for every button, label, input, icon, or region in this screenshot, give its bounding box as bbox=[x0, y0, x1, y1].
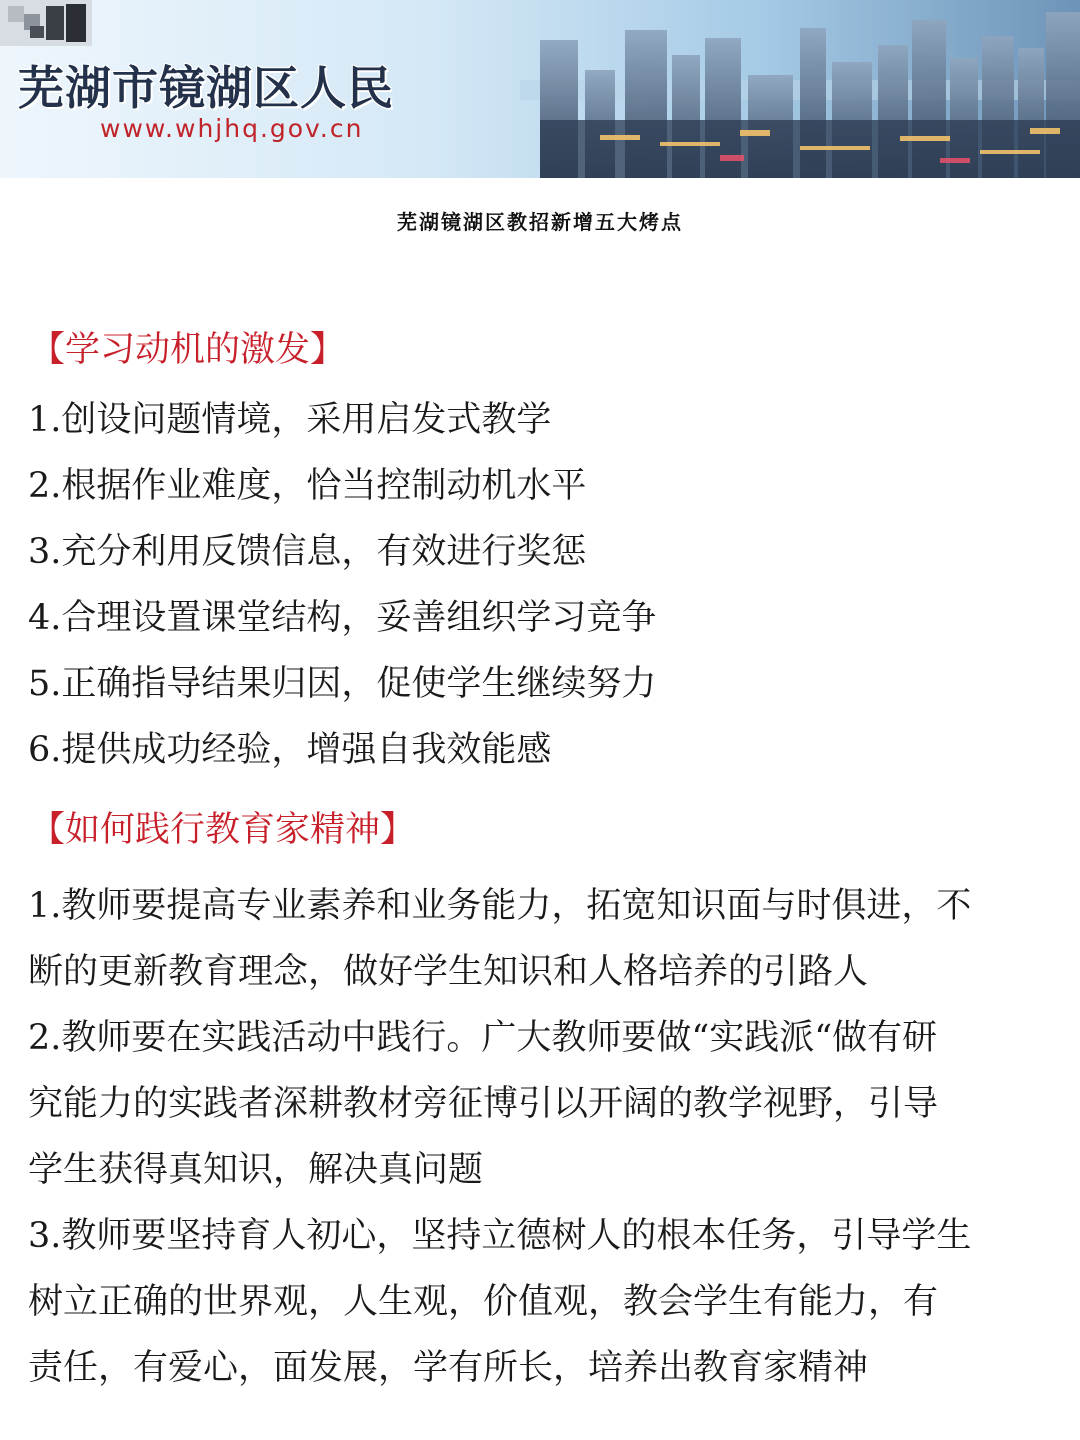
page-title: 芜湖镜湖区教招新增五大烤点 bbox=[397, 210, 683, 234]
list-item: 1.创设问题情境，采用启发式教学 bbox=[28, 400, 552, 440]
header-banner bbox=[0, 0, 1080, 178]
paragraph-line: 责任，有爱心，面发展，学有所长，培养出教育家精神 bbox=[28, 1348, 869, 1388]
paragraph-line: 究能力的实践者深耕教材旁征博引以开阔的教学视野，引导 bbox=[28, 1084, 939, 1124]
site-url: www.whjhq.gov.cn bbox=[100, 114, 364, 143]
list-item: 2.根据作业难度，恰当控制动机水平 bbox=[28, 466, 587, 506]
list-item: 3.充分利用反馈信息，有效进行奖惩 bbox=[28, 532, 587, 572]
list-item: 4.合理设置课堂结构，妥善组织学习竞争 bbox=[28, 598, 657, 638]
section-heading-educator-spirit: 【如何践行教育家精神】 bbox=[30, 810, 416, 850]
paragraph-line: 树立正确的世界观，人生观，价值观，教会学生有能力，有 bbox=[28, 1282, 939, 1322]
paragraph-line: 3.教师要坚持育人初心，坚持立德树人的根本任务，引导学生 bbox=[28, 1216, 972, 1256]
site-name: 芜湖市镜湖区人民 bbox=[18, 61, 394, 115]
section-heading-motivation: 【学习动机的激发】 bbox=[30, 330, 346, 370]
paragraph-line: 2.教师要在实践活动中践行。广大教师要做“实践派“做有研 bbox=[28, 1018, 938, 1058]
list-item: 5.正确指导结果归因，促使学生继续努力 bbox=[28, 664, 657, 704]
paragraph-line: 1.教师要提高专业素养和业务能力，拓宽知识面与时俱进，不 bbox=[28, 886, 972, 926]
paragraph-line: 学生获得真知识，解决真问题 bbox=[28, 1150, 484, 1190]
list-item: 6.提供成功经验，增强自我效能感 bbox=[28, 730, 552, 770]
mosaic-blur bbox=[0, 0, 92, 46]
paragraph-line: 断的更新教育理念，做好学生知识和人格培养的引路人 bbox=[28, 952, 869, 992]
